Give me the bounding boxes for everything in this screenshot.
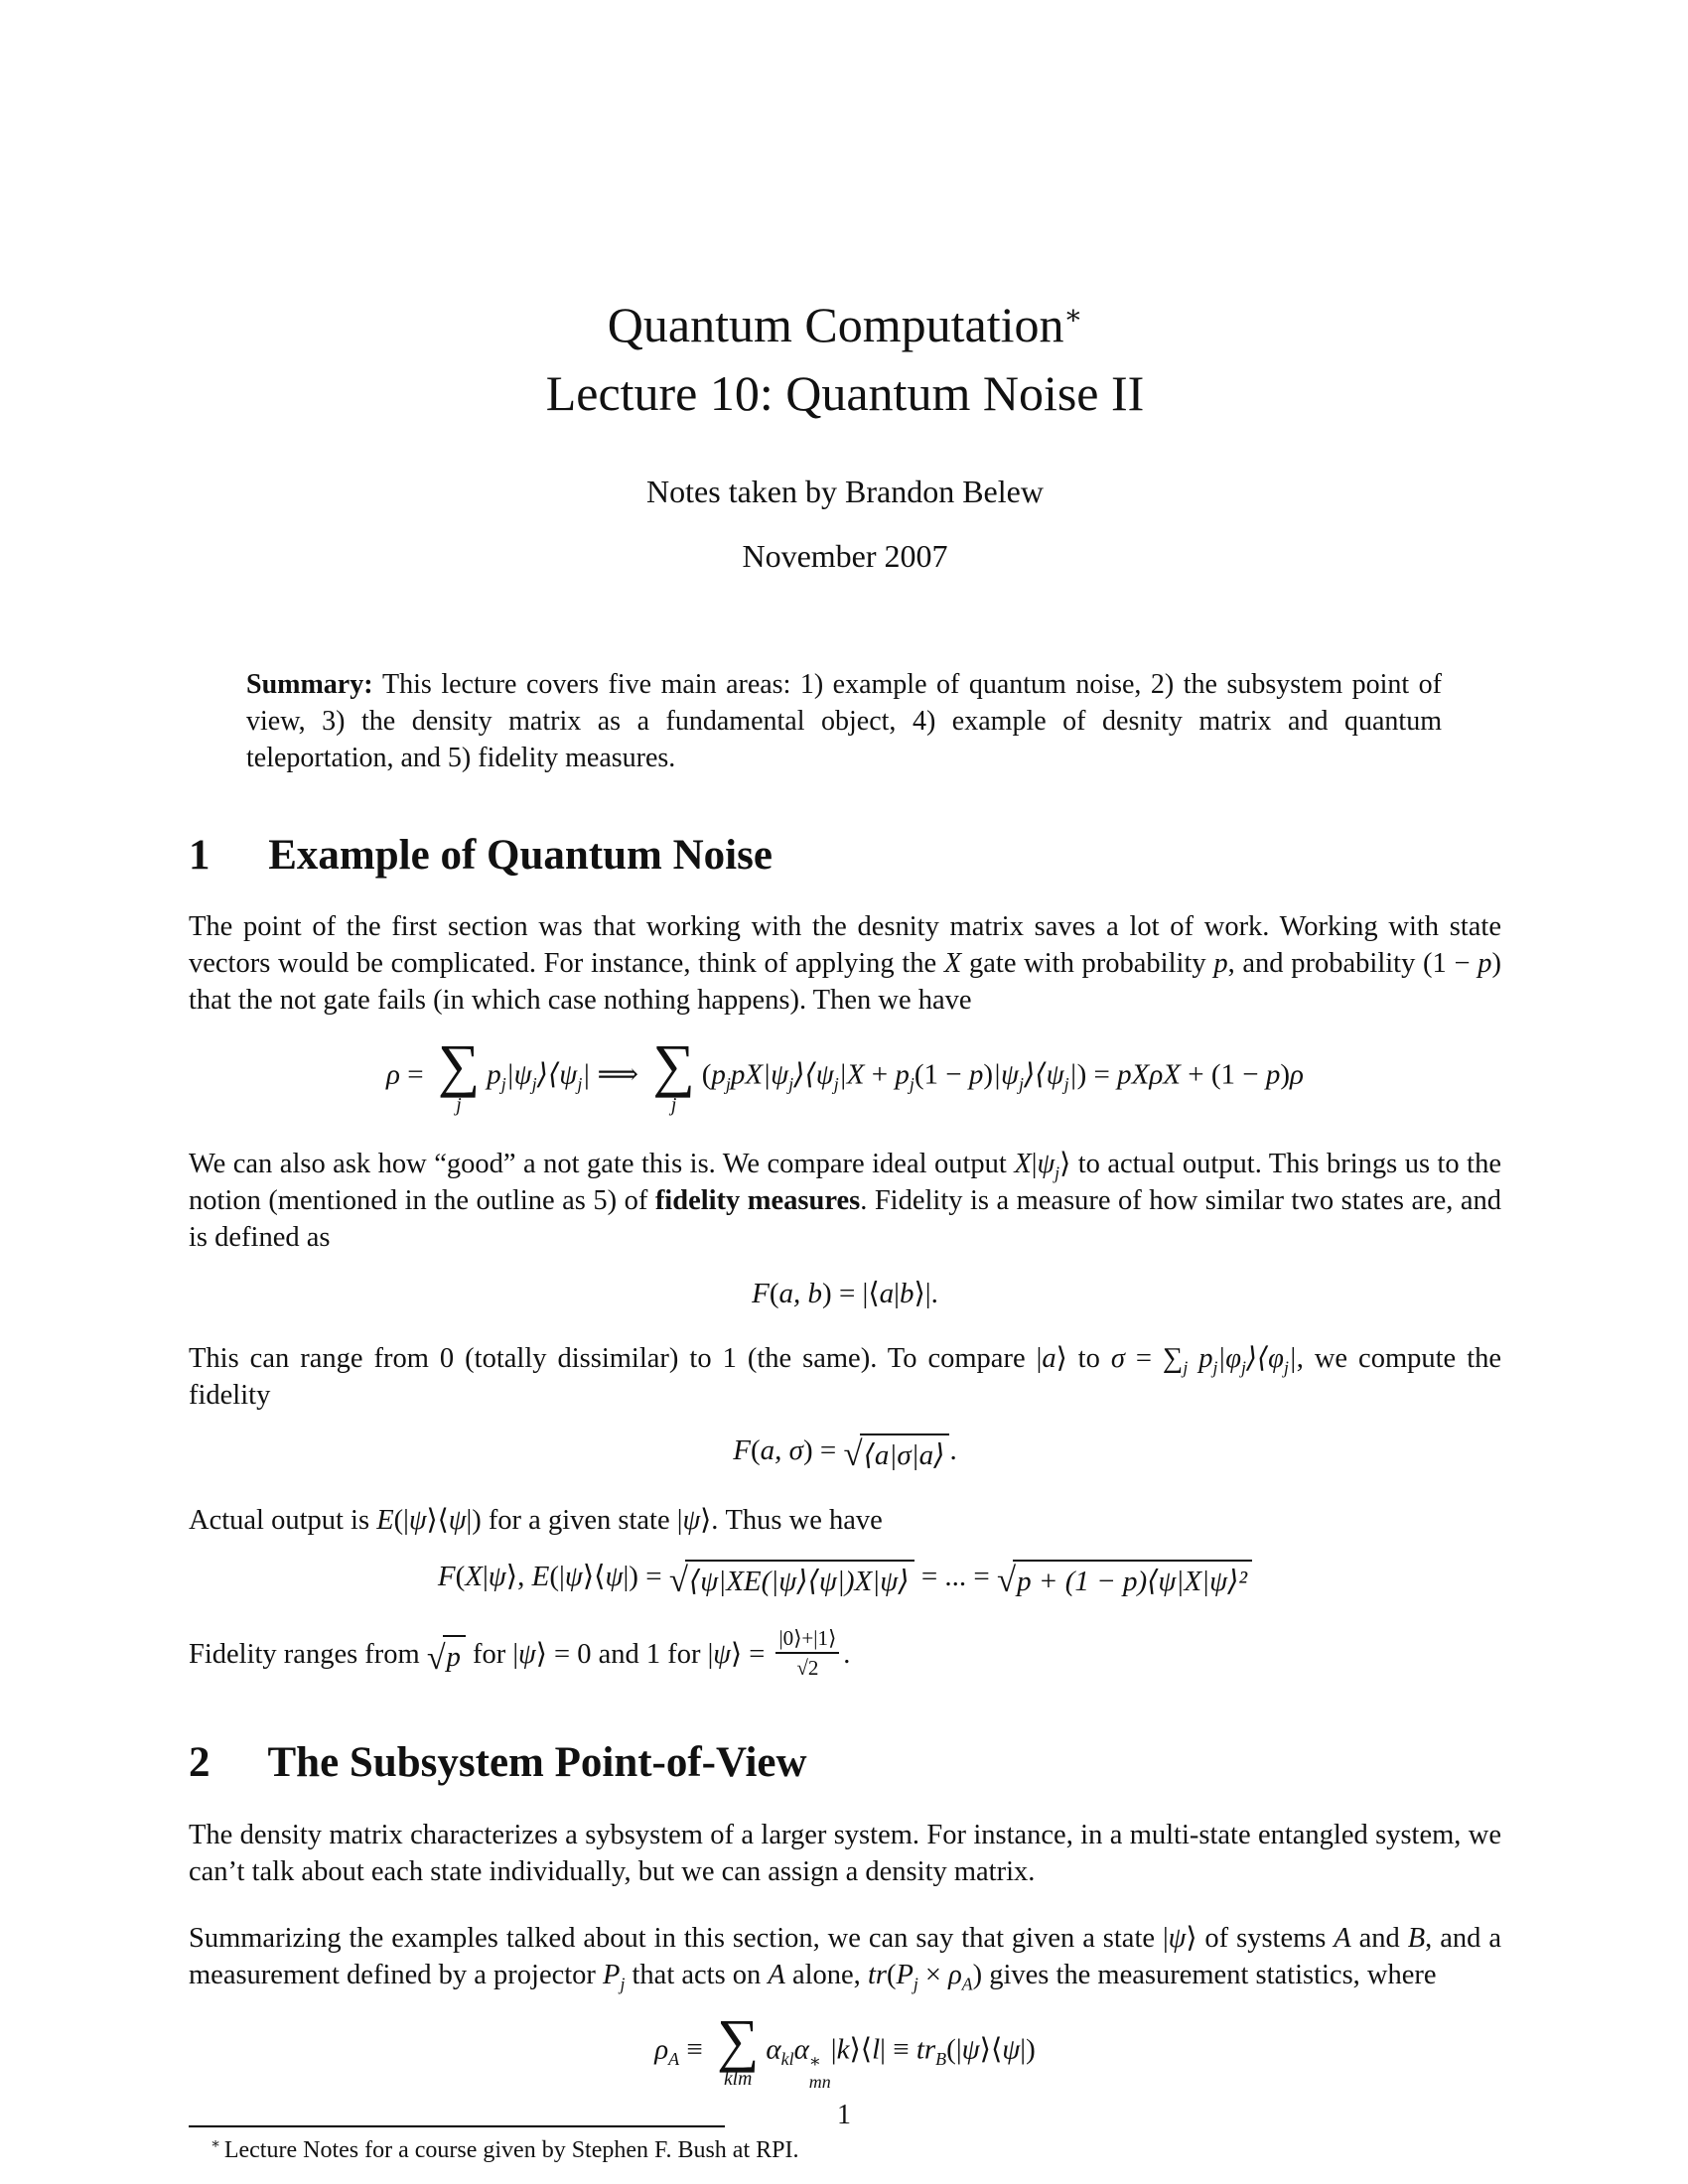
equation-reduced-density-matrix: $\rho_A$ ≡ ∑ klm $\alpha_{kl}\alpha$ ∗ mn |k⟩⟨l| ≡ $tr_B(|\psi⟩⟨\psi|)$ [654,2006,1036,2092]
section-1-title: Example of Quantum Noise [268,832,773,879]
section-2-paragraph-1: The density matrix characterizes a sybsystem of a larger system. For instance, in a multi-state entangled system, we can’t talk about each state individually, but we can assign a density matrix. [189,1819,1501,1887]
title-line-2: Lecture 10: Quantum Noise II [545,365,1145,421]
section-1-paragraph-2: We can also ask how “good” a not gate this is. We compare ideal output $X|\psi_j⟩$ to actual output. This brings us to the notion (mentioned in the outline as 5) of fidelity measures. Fidelity is a measure of how similar two states are, and is defined as [189,1148,1501,1253]
page-number: 1 [837,2100,851,2130]
equation-fidelity-definition: F(a, b) = |⟨a|b⟩|. [752,1277,938,1309]
summary-paragraph: Summary: This lecture covers five main areas: 1) example of quantum noise, 2) the subsystem point of view, 3) the density matrix as a fundamental object, 4) example of desnity matrix and quantum teleportation, and 5) fidelity measures. [246,669,1442,773]
section-1-paragraph-1: The point of the first section was that working with the desnity matrix saves a lot of work. Working with state vectors would be complicated. For instance, think of applying the X gate with probability p, and probability (1 − p) that the not gate fails (in which case nothing happens). Then we have [189,911,1502,1017]
equation-density-matrix: ρ = ∑ j $p_j|\psi_j⟩⟨\psi_j|$ ⟹ ∑ j ($p_jpX|\psi_j⟩⟨\psi_j|X + p_j(1$ − $p)|\psi_j⟩⟨\psi_j|) = pX\rho X + (1 - p)\rho$ [386,1032,1304,1116]
section-1-heading [189,832,1501,879]
section-2-heading [189,1739,1501,1786]
section-2-title: The Subsystem Point-of-View [267,1739,807,1787]
date-line: November 2007 [742,538,948,574]
section-2-paragraph-2: Summarizing the examples talked about in this section, we can say that given a state |ψ⟩ of systems A and B, and a measurement defined by a projector $P_j$ that acts on A alone, $tr(P_j \times \rho_A)$ gives the measurement statistics, where [189,1922,1501,1994]
author-line: Notes taken by Brandon Belew [646,474,1044,509]
content-column [189,0,1501,2165]
footnote: ∗ Lecture Notes for a course given by Stephen F. Bush at RPI. [211,2136,799,2164]
equation-fidelity-sigma: F(a, σ) = √ ⟨a|σ|a⟩ . [733,1433,957,1473]
title-line-1: Quantum Computation∗ [607,297,1083,352]
section-1-paragraph-3: This can range from 0 (totally dissimilar) to 1 (the same). To compare |a⟩ to $\sigma = \sum_j$ $p_j|\varphi_j⟩⟨\varphi_j|$, we compute the fidelity [189,1342,1502,1411]
document-title [189,291,1501,428]
section-1-paragraph-4: Actual output is E(|ψ⟩⟨ψ|) for a given state |ψ⟩. Thus we have [189,1504,883,1536]
section-2-number: 2 [189,1739,211,1787]
equation-fidelity-not-gate: F(X|ψ⟩, E(|ψ⟩⟨ψ|) = √ ⟨ψ|XE(|ψ⟩⟨ψ|)X|ψ⟩ = ... = √ p + (1 − p)⟨ψ|X|ψ⟩² [189,1559,1501,1598]
section-1-number: 1 [189,832,211,879]
section-1-paragraph-5: Fidelity ranges from √ p for |ψ⟩ = 0 and 1 for |ψ⟩ = $\frac{|0⟩+|1⟩}{√2}$ . [189,1625,851,1680]
